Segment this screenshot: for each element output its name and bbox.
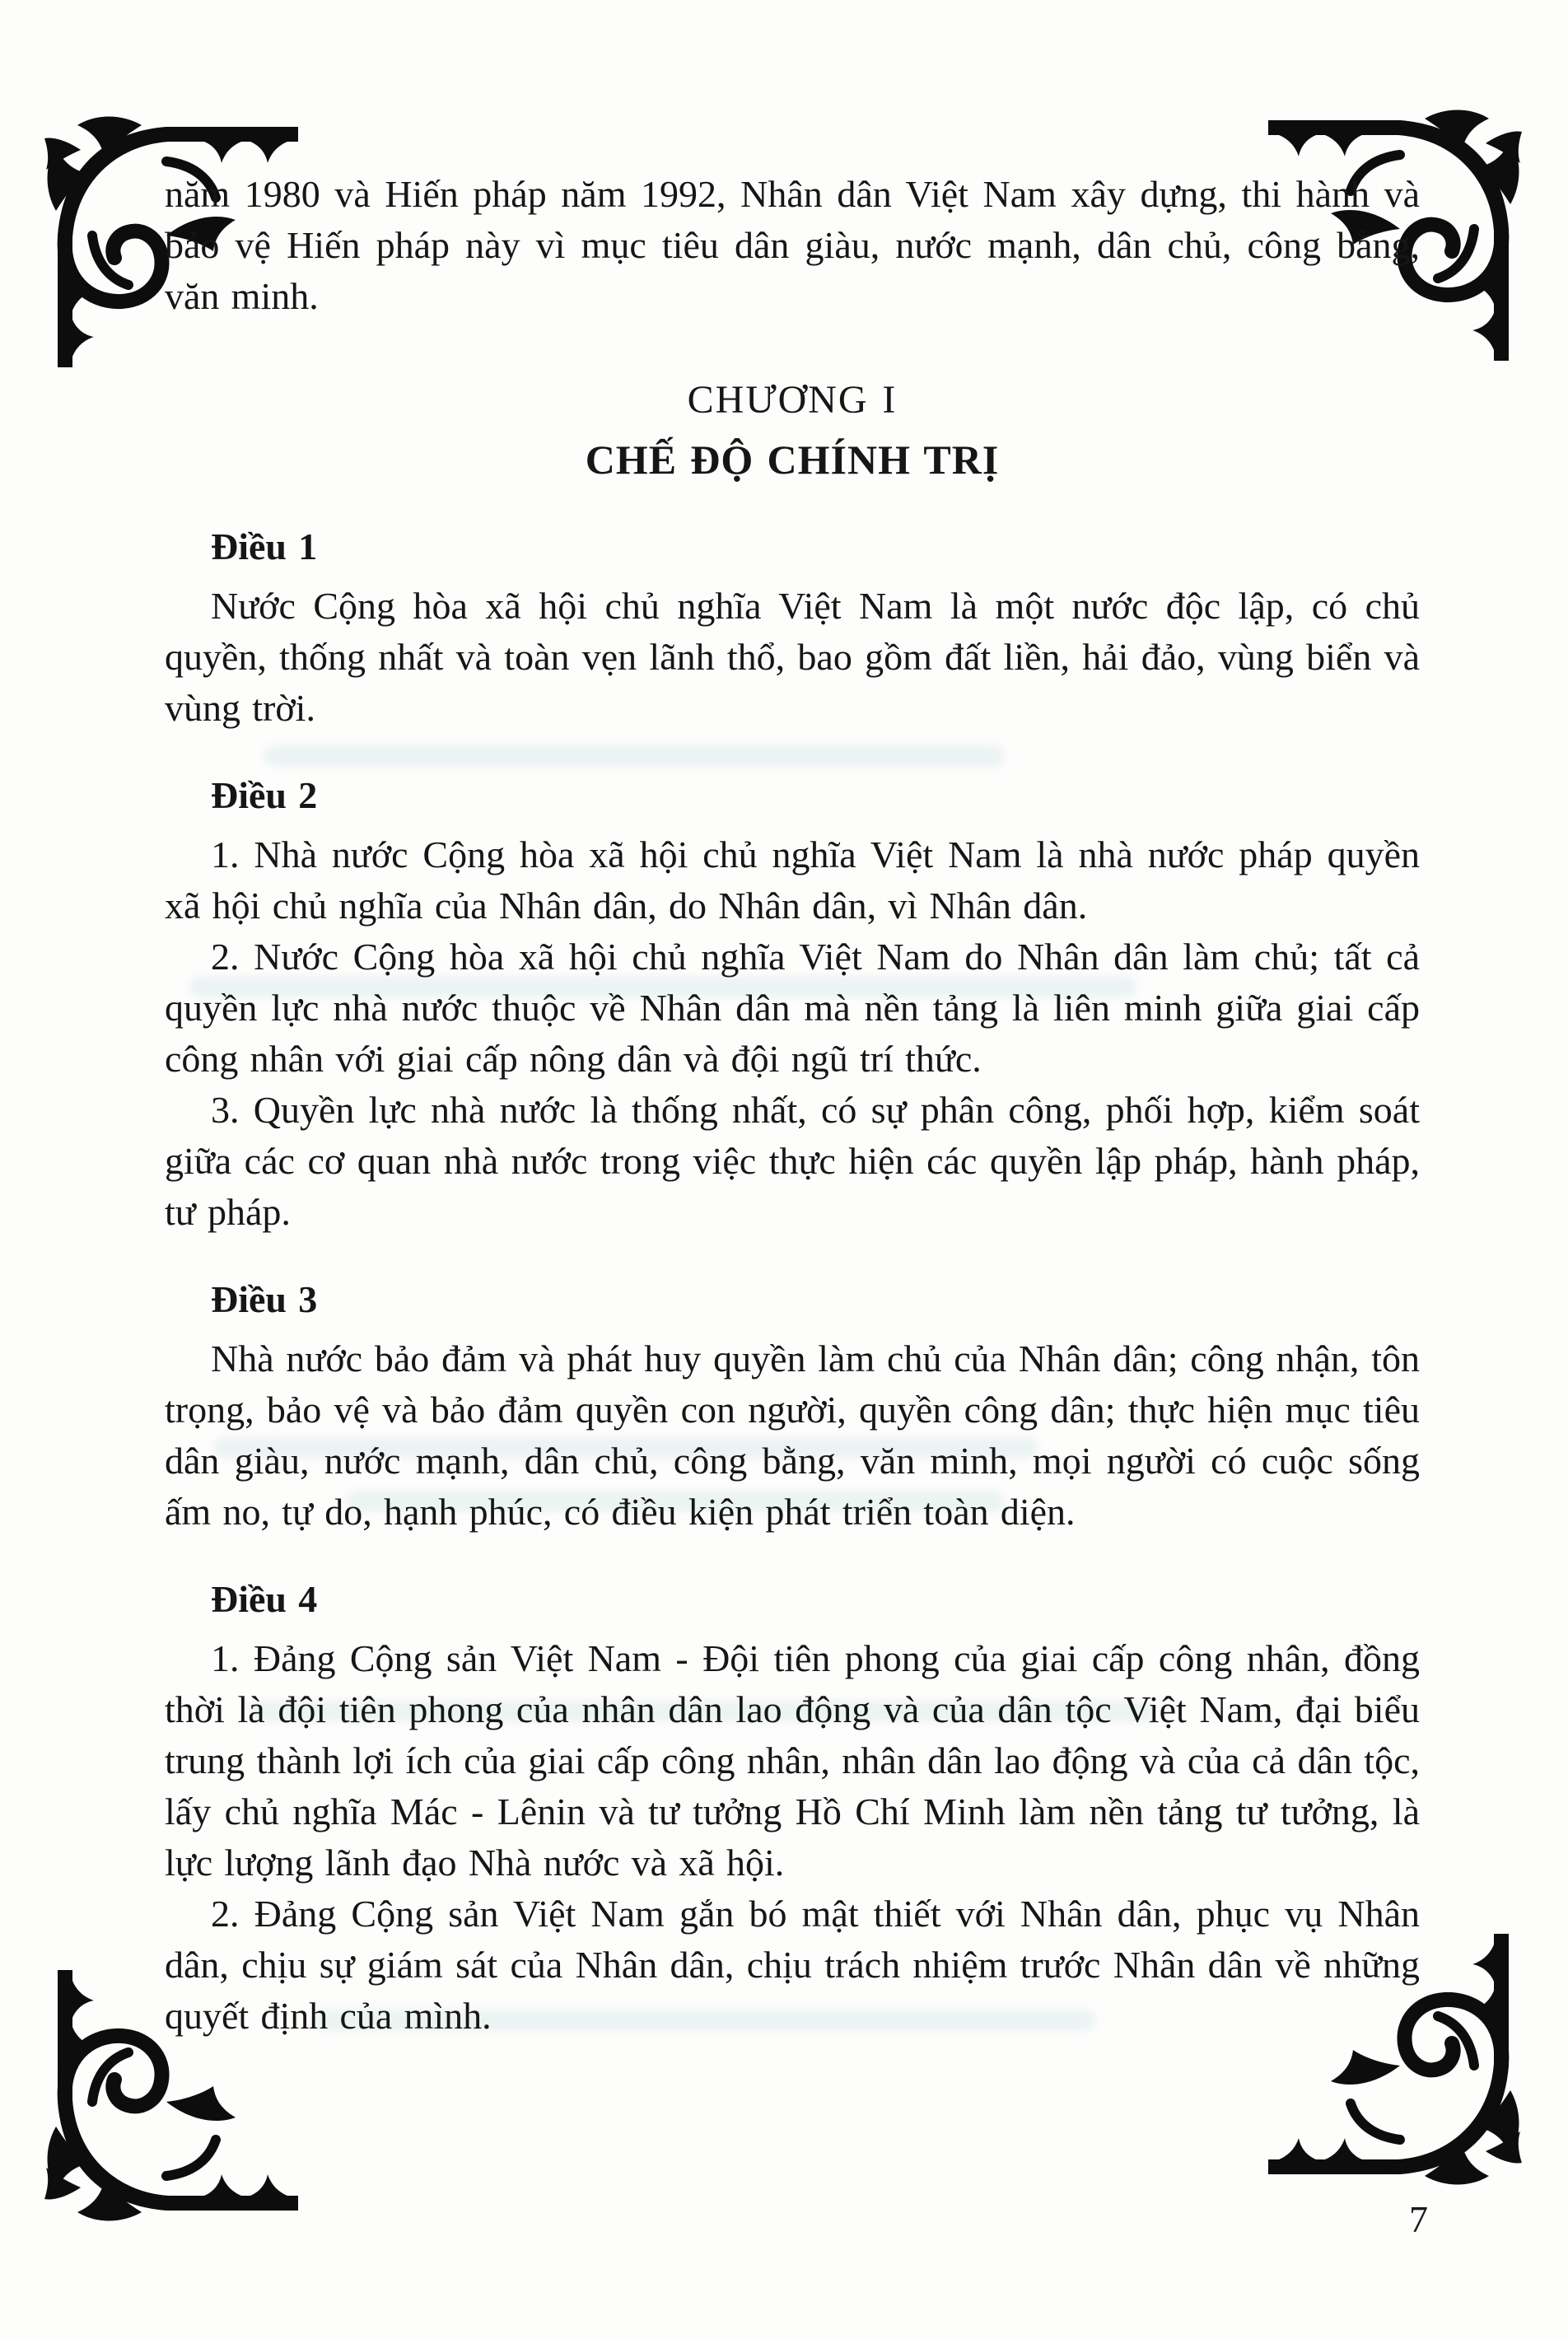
article-1-paragraph: Nước Cộng hòa xã hội chủ nghĩa Việt Nam là một nước độc lập, có chủ quyền, thống nhất và toàn vẹn lãnh thổ, bao gồm đất liền, hải đảo, vùng biển và vùng trời. — [165, 585, 1420, 729]
chapter-label: CHƯƠNG I — [687, 378, 898, 422]
continuation-paragraph: năm 1980 và Hiến pháp năm 1992, Nhân dân Việt Nam xây dựng, thi hành và bảo vệ Hiến pháp này vì mục tiêu dân giàu, nước mạnh, dân chủ, công bằng, văn minh. — [165, 173, 1420, 317]
page-number: 7 — [1409, 2198, 1428, 2240]
article-3-paragraph: Nhà nước bảo đảm và phát huy quyền làm chủ của Nhân dân; công nhận, tôn trọng, bảo vệ và bảo đảm quyền con người, quyền công dân; thực hiện mục tiêu dân giàu, nước mạnh, dân chủ, công bằng, văn minh, mọi người có cuộc sống ấm no, tự do, hạnh phúc, có điều kiện phát triển toàn diện. — [165, 1338, 1420, 1533]
article-2-paragraph: 2. Nước Cộng hòa xã hội chủ nghĩa Việt Nam do Nhân dân làm chủ; tất cả quyền lực nhà nước thuộc về Nhân dân mà nền tảng là liên minh giữa giai cấp công nhân với giai cấp nông dân và đội ngũ trí thức. — [165, 936, 1420, 1080]
article-3-heading: Điều 3 — [211, 1278, 318, 1320]
article-4-heading: Điều 4 — [211, 1578, 318, 1620]
article-4-paragraph: 1. Đảng Cộng sản Việt Nam - Đội tiên phong của giai cấp công nhân, đồng thời là đội tiên phong của nhân dân lao động và của dân tộc Việt Nam, đại biểu trung thành lợi ích của giai cấp công nhân, nhân dân lao động và của cả dân tộc, lấy chủ nghĩa Mác - Lênin và tư tưởng Hồ Chí Minh làm nền tảng tư tưởng, là lực lượng lãnh đạo Nhà nước và xã hội. — [165, 1637, 1420, 1884]
article-1-heading: Điều 1 — [211, 525, 318, 567]
article-2-heading: Điều 2 — [211, 774, 318, 816]
chapter-title: CHẾ ĐỘ CHÍNH TRỊ — [585, 437, 1000, 483]
article-4-paragraph: 2. Đảng Cộng sản Việt Nam gắn bó mật thiết với Nhân dân, phục vụ Nhân dân, chịu sự giám sát của Nhân dân, chịu trách nhiệm trước Nhân dân về những quyết định của mình. — [165, 1893, 1420, 2037]
article-2-paragraph: 1. Nhà nước Cộng hòa xã hội chủ nghĩa Việt Nam là nhà nước pháp quyền xã hội chủ nghĩa của Nhân dân, do Nhân dân, vì Nhân dân. — [165, 833, 1420, 927]
article-2-paragraph: 3. Quyền lực nhà nước là thống nhất, có sự phân công, phối hợp, kiểm soát giữa các cơ quan nhà nước trong việc thực hiện các quyền lập pháp, hành pháp, tư pháp. — [165, 1089, 1420, 1233]
text-column — [165, 169, 1420, 2042]
